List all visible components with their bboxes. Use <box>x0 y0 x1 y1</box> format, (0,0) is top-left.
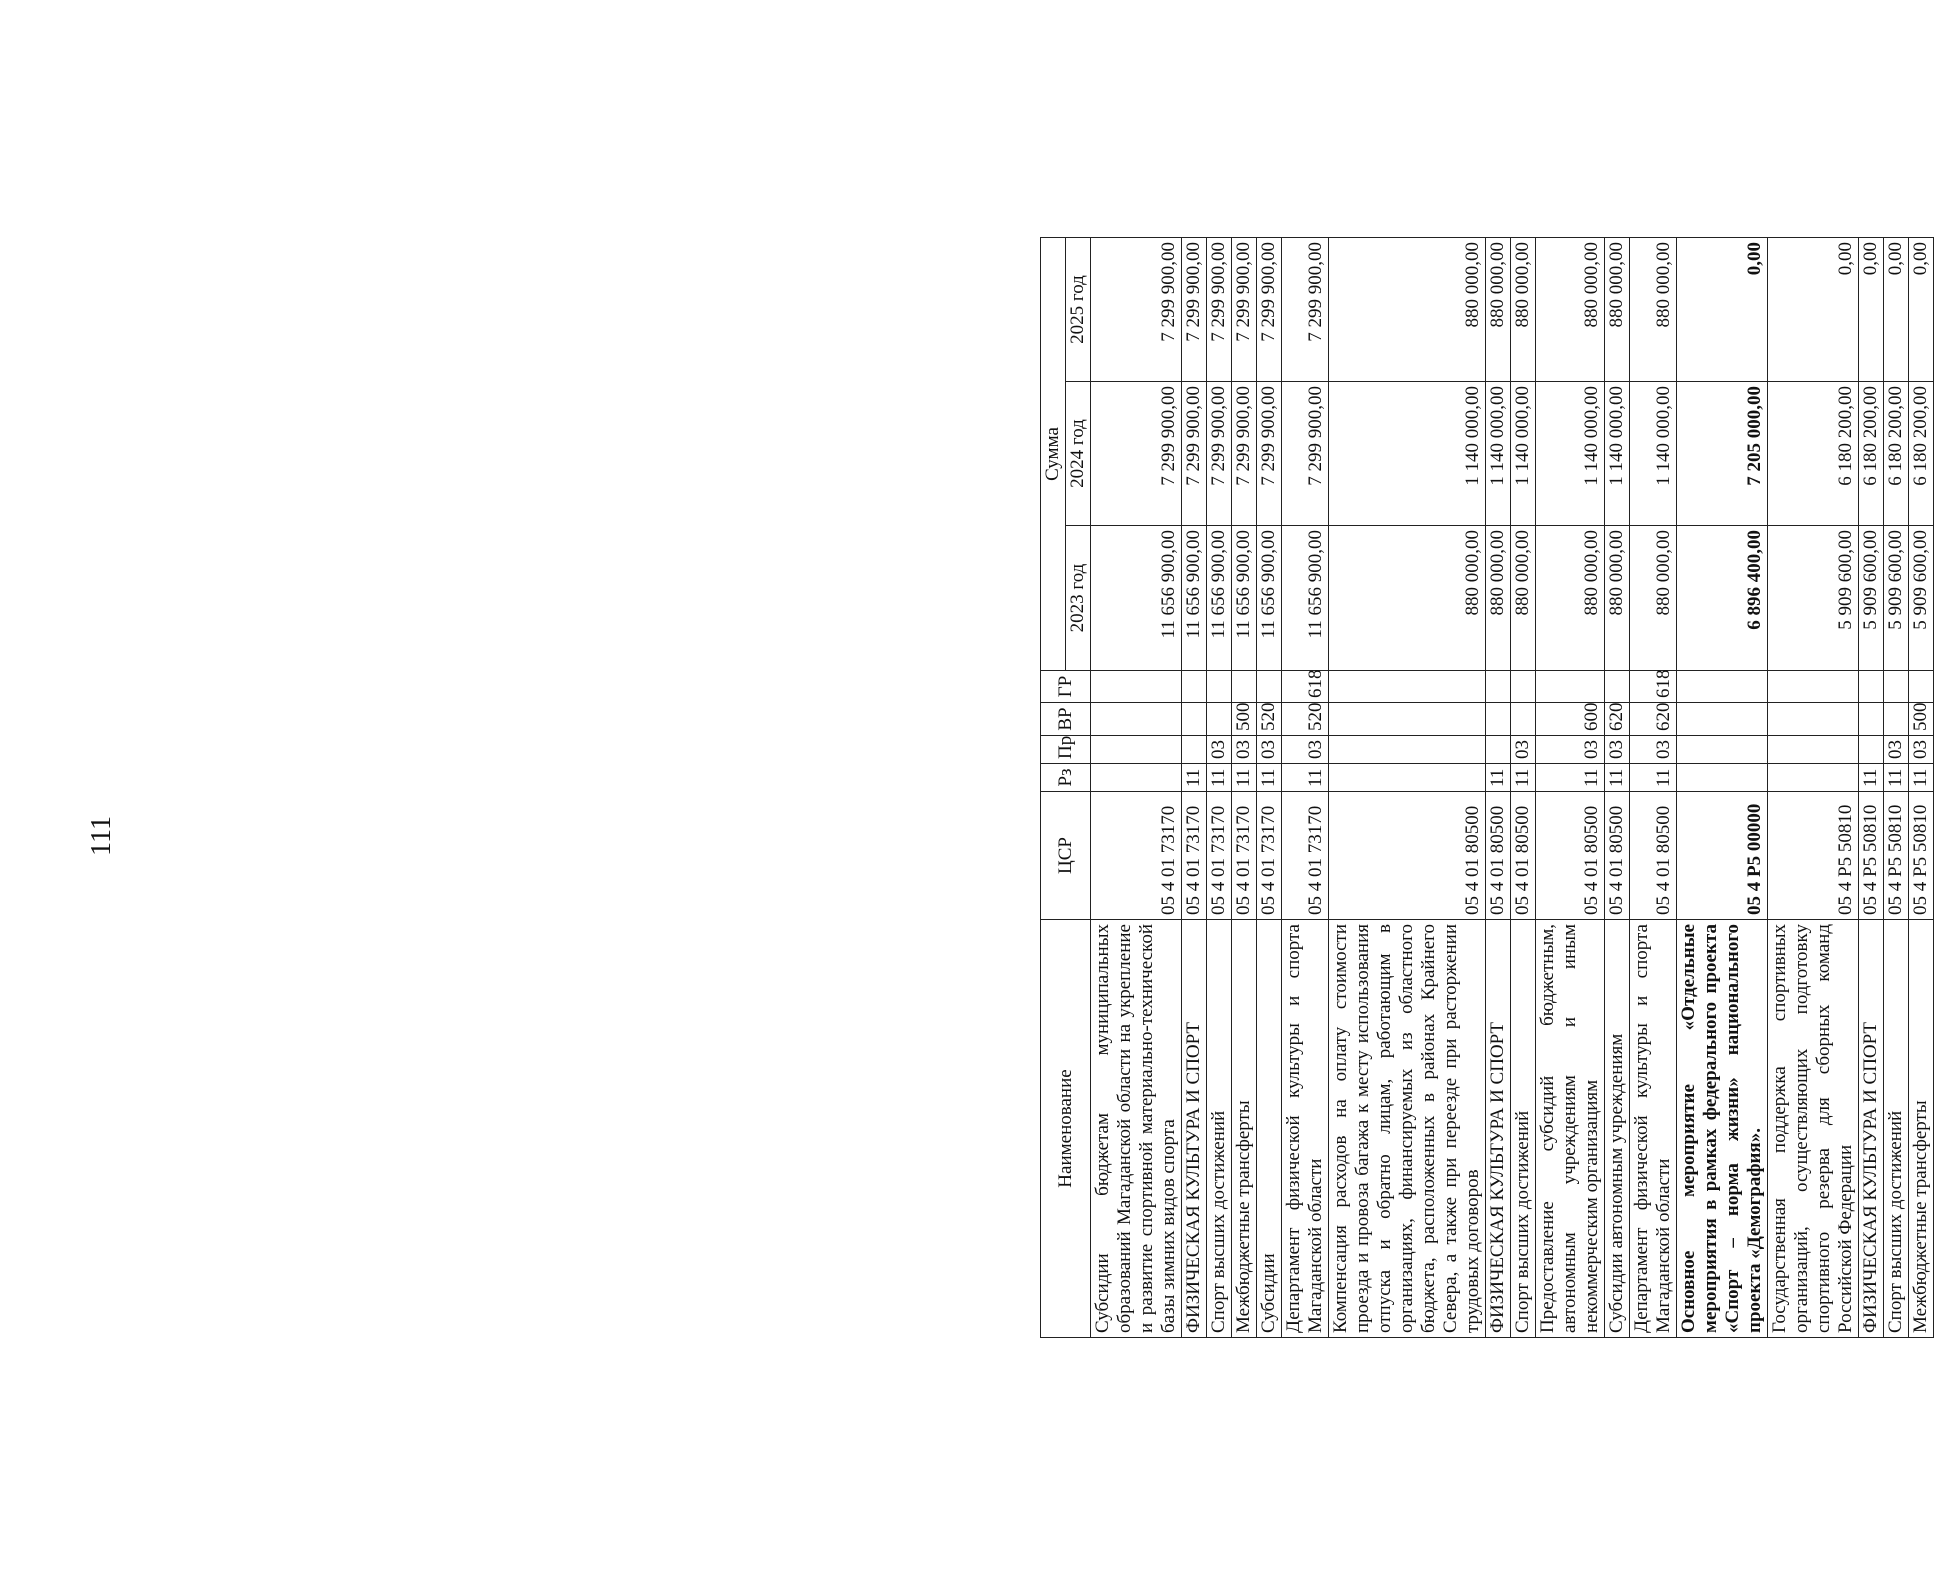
cell-y2023: 880 000,00 <box>1630 526 1677 671</box>
header-csr: ЦСР <box>1041 792 1091 920</box>
cell-y2024: 6 180 200,00 <box>1859 382 1884 526</box>
cell-pr: 03 <box>1909 736 1934 764</box>
cell-y2025: 7 299 900,00 <box>1207 238 1232 382</box>
cell-vr <box>1091 703 1182 736</box>
table-body <box>1091 238 1934 1338</box>
cell-gr <box>1329 671 1486 703</box>
table-row <box>1486 238 1511 1338</box>
cell-csr: 05 4 01 73170 <box>1207 792 1232 920</box>
cell-name: Спорт высших достижений <box>1207 920 1232 1338</box>
cell-rz: 11 <box>1884 764 1909 792</box>
cell-vr <box>1486 703 1511 736</box>
cell-rz: 11 <box>1511 764 1536 792</box>
table-row <box>1536 238 1605 1338</box>
cell-gr <box>1511 671 1536 703</box>
cell-name: Государственная поддержка спортивных организаций, осуществляющих подготовку спортивного резерва для сборных команд Российской Федерации <box>1768 920 1859 1338</box>
cell-rz <box>1677 764 1768 792</box>
table-row <box>1329 238 1486 1338</box>
cell-y2024: 7 205 000,00 <box>1677 382 1768 526</box>
cell-gr <box>1257 671 1282 703</box>
cell-y2023: 11 656 900,00 <box>1282 526 1329 671</box>
cell-pr: 03 <box>1207 736 1232 764</box>
cell-y2025: 880 000,00 <box>1630 238 1677 382</box>
cell-vr: 520 <box>1282 703 1329 736</box>
header-2024: 2024 год <box>1066 382 1091 526</box>
cell-csr: 05 4 01 80500 <box>1536 792 1605 920</box>
cell-y2025: 7 299 900,00 <box>1282 238 1329 382</box>
header-2025: 2025 год <box>1066 238 1091 382</box>
cell-y2024: 7 299 900,00 <box>1091 382 1182 526</box>
cell-name: Межбюджетные трансферты <box>1232 920 1257 1338</box>
cell-y2023: 6 896 400,00 <box>1677 526 1768 671</box>
cell-rz: 11 <box>1257 764 1282 792</box>
cell-y2025: 7 299 900,00 <box>1091 238 1182 382</box>
cell-name: Компенсация расходов на оплату стоимости проезда и провоза багажа к месту использования отпуска и обратно лицам, работающим в организациях, финансируемых из областного бюджета, расположенных в районах Крайнего Севера, а также при переезде при расторжении трудовых договоров <box>1329 920 1486 1338</box>
cell-name: Субсидии автономным учреждениям <box>1605 920 1630 1338</box>
cell-rz: 11 <box>1909 764 1934 792</box>
cell-gr: 618 <box>1630 671 1677 703</box>
cell-y2025: 0,00 <box>1884 238 1909 382</box>
cell-name: Межбюджетные трансферты <box>1909 920 1934 1338</box>
table-rotation-frame <box>1040 238 1931 1338</box>
cell-csr: 05 4 01 80500 <box>1329 792 1486 920</box>
cell-rz: 11 <box>1207 764 1232 792</box>
cell-rz: 11 <box>1536 764 1605 792</box>
cell-y2025: 880 000,00 <box>1605 238 1630 382</box>
header-vr: ВР <box>1041 703 1091 736</box>
cell-name: ФИЗИЧЕСКАЯ КУЛЬТУРА И СПОРТ <box>1182 920 1207 1338</box>
cell-vr <box>1207 703 1232 736</box>
cell-csr: 05 4 P5 50810 <box>1884 792 1909 920</box>
cell-y2024: 7 299 900,00 <box>1232 382 1257 526</box>
cell-csr: 05 4 01 73170 <box>1182 792 1207 920</box>
cell-y2024: 6 180 200,00 <box>1768 382 1859 526</box>
cell-y2025: 880 000,00 <box>1536 238 1605 382</box>
cell-name: Субсидии бюджетам муниципальных образований Магаданской области на укрепление и развитие спортивной материально-технической базы зимних видов спорта <box>1091 920 1182 1338</box>
cell-pr <box>1182 736 1207 764</box>
cell-y2025: 0,00 <box>1768 238 1859 382</box>
cell-y2024: 6 180 200,00 <box>1909 382 1934 526</box>
cell-gr <box>1605 671 1630 703</box>
cell-csr: 05 4 P5 00000 <box>1677 792 1768 920</box>
cell-vr <box>1768 703 1859 736</box>
cell-y2024: 1 140 000,00 <box>1511 382 1536 526</box>
cell-pr <box>1091 736 1182 764</box>
cell-rz: 11 <box>1630 764 1677 792</box>
cell-name: Департамент физической культуры и спорта Магаданской области <box>1630 920 1677 1338</box>
cell-vr <box>1329 703 1486 736</box>
cell-vr <box>1677 703 1768 736</box>
cell-pr: 03 <box>1605 736 1630 764</box>
cell-csr: 05 4 01 73170 <box>1257 792 1282 920</box>
cell-vr: 520 <box>1257 703 1282 736</box>
cell-name: Предоставление субсидий бюджетным, автономным учреждениям и иным некоммерческим организациям <box>1536 920 1605 1338</box>
table-row <box>1768 238 1859 1338</box>
cell-gr <box>1768 671 1859 703</box>
table-row <box>1257 238 1282 1338</box>
cell-pr <box>1859 736 1884 764</box>
table-row <box>1677 238 1768 1338</box>
cell-vr: 620 <box>1630 703 1677 736</box>
cell-y2025: 0,00 <box>1859 238 1884 382</box>
table-row <box>1282 238 1329 1338</box>
cell-gr <box>1232 671 1257 703</box>
cell-rz: 11 <box>1486 764 1511 792</box>
table-row <box>1884 238 1909 1338</box>
cell-gr <box>1677 671 1768 703</box>
cell-gr <box>1182 671 1207 703</box>
cell-csr: 05 4 01 73170 <box>1091 792 1182 920</box>
table-row <box>1909 238 1934 1338</box>
cell-rz: 11 <box>1282 764 1329 792</box>
cell-csr: 05 4 01 80500 <box>1511 792 1536 920</box>
cell-y2024: 1 140 000,00 <box>1536 382 1605 526</box>
cell-pr <box>1677 736 1768 764</box>
cell-gr <box>1909 671 1934 703</box>
cell-gr: 618 <box>1282 671 1329 703</box>
cell-pr: 03 <box>1884 736 1909 764</box>
header-2023: 2023 год <box>1066 526 1091 671</box>
cell-csr: 05 4 01 80500 <box>1630 792 1677 920</box>
cell-y2023: 11 656 900,00 <box>1257 526 1282 671</box>
cell-name: Спорт высших достижений <box>1884 920 1909 1338</box>
cell-rz <box>1329 764 1486 792</box>
cell-y2023: 880 000,00 <box>1329 526 1486 671</box>
table-row <box>1605 238 1630 1338</box>
cell-gr <box>1884 671 1909 703</box>
cell-y2024: 1 140 000,00 <box>1630 382 1677 526</box>
cell-y2025: 880 000,00 <box>1511 238 1536 382</box>
cell-y2023: 880 000,00 <box>1536 526 1605 671</box>
cell-y2024: 1 140 000,00 <box>1605 382 1630 526</box>
cell-y2024: 7 299 900,00 <box>1282 382 1329 526</box>
cell-y2024: 1 140 000,00 <box>1486 382 1511 526</box>
cell-y2025: 7 299 900,00 <box>1182 238 1207 382</box>
cell-rz <box>1091 764 1182 792</box>
cell-vr: 600 <box>1536 703 1605 736</box>
cell-csr: 05 4 01 73170 <box>1232 792 1257 920</box>
cell-y2023: 5 909 600,00 <box>1768 526 1859 671</box>
cell-pr <box>1329 736 1486 764</box>
cell-y2025: 7 299 900,00 <box>1232 238 1257 382</box>
header-name: Наименование <box>1041 920 1091 1338</box>
cell-y2023: 880 000,00 <box>1511 526 1536 671</box>
cell-csr: 05 4 P5 50810 <box>1859 792 1884 920</box>
cell-pr: 03 <box>1536 736 1605 764</box>
cell-y2023: 11 656 900,00 <box>1091 526 1182 671</box>
cell-vr <box>1884 703 1909 736</box>
cell-gr <box>1207 671 1232 703</box>
cell-pr: 03 <box>1232 736 1257 764</box>
cell-gr <box>1486 671 1511 703</box>
cell-y2025: 7 299 900,00 <box>1257 238 1282 382</box>
cell-csr: 05 4 01 73170 <box>1282 792 1329 920</box>
cell-y2025: 0,00 <box>1909 238 1934 382</box>
cell-name: Спорт высших достижений <box>1511 920 1536 1338</box>
cell-y2024: 7 299 900,00 <box>1207 382 1232 526</box>
cell-y2024: 7 299 900,00 <box>1257 382 1282 526</box>
cell-pr <box>1768 736 1859 764</box>
cell-vr <box>1511 703 1536 736</box>
cell-name: ФИЗИЧЕСКАЯ КУЛЬТУРА И СПОРТ <box>1486 920 1511 1338</box>
cell-y2023: 11 656 900,00 <box>1232 526 1257 671</box>
cell-rz: 11 <box>1605 764 1630 792</box>
cell-y2023: 5 909 600,00 <box>1859 526 1884 671</box>
table-row <box>1511 238 1536 1338</box>
cell-rz: 11 <box>1182 764 1207 792</box>
cell-vr: 500 <box>1909 703 1934 736</box>
header-pr: Пр <box>1041 736 1091 764</box>
header-row-1 <box>1041 238 1066 1338</box>
header-rz: Рз <box>1041 764 1091 792</box>
cell-y2025: 880 000,00 <box>1329 238 1486 382</box>
cell-pr: 03 <box>1257 736 1282 764</box>
cell-y2023: 5 909 600,00 <box>1909 526 1934 671</box>
cell-vr <box>1182 703 1207 736</box>
cell-y2024: 7 299 900,00 <box>1182 382 1207 526</box>
header-gr: ГР <box>1041 671 1091 703</box>
cell-pr: 03 <box>1511 736 1536 764</box>
cell-rz <box>1768 764 1859 792</box>
cell-y2024: 6 180 200,00 <box>1884 382 1909 526</box>
cell-gr <box>1536 671 1605 703</box>
cell-y2024: 1 140 000,00 <box>1329 382 1486 526</box>
table-row <box>1182 238 1207 1338</box>
header-sum: Сумма <box>1041 238 1066 671</box>
cell-csr: 05 4 01 80500 <box>1486 792 1511 920</box>
cell-csr: 05 4 01 80500 <box>1605 792 1630 920</box>
cell-rz: 11 <box>1859 764 1884 792</box>
cell-pr <box>1486 736 1511 764</box>
cell-vr: 500 <box>1232 703 1257 736</box>
cell-y2023: 11 656 900,00 <box>1182 526 1207 671</box>
cell-name: Субсидии <box>1257 920 1282 1338</box>
cell-vr <box>1859 703 1884 736</box>
budget-table <box>1040 237 1934 1338</box>
cell-gr <box>1859 671 1884 703</box>
cell-name: ФИЗИЧЕСКАЯ КУЛЬТУРА И СПОРТ <box>1859 920 1884 1338</box>
cell-y2023: 5 909 600,00 <box>1884 526 1909 671</box>
cell-rz: 11 <box>1232 764 1257 792</box>
cell-csr: 05 4 P5 50810 <box>1909 792 1934 920</box>
cell-y2025: 0,00 <box>1677 238 1768 382</box>
page-number: 111 <box>86 816 117 856</box>
cell-pr: 03 <box>1630 736 1677 764</box>
cell-y2025: 880 000,00 <box>1486 238 1511 382</box>
table-row <box>1232 238 1257 1338</box>
cell-vr: 620 <box>1605 703 1630 736</box>
cell-y2023: 11 656 900,00 <box>1207 526 1232 671</box>
table-row <box>1091 238 1182 1338</box>
cell-name: Основное мероприятие «Отдельные мероприятия в рамках федерального проекта «Спорт – норма жизни» национального проекта «Демография». <box>1677 920 1768 1338</box>
table-row <box>1630 238 1677 1338</box>
table-row <box>1859 238 1884 1338</box>
table-row <box>1207 238 1232 1338</box>
cell-pr: 03 <box>1282 736 1329 764</box>
cell-y2023: 880 000,00 <box>1486 526 1511 671</box>
cell-csr: 05 4 P5 50810 <box>1768 792 1859 920</box>
cell-y2023: 880 000,00 <box>1605 526 1630 671</box>
cell-gr <box>1091 671 1182 703</box>
cell-name: Департамент физической культуры и спорта Магаданской области <box>1282 920 1329 1338</box>
